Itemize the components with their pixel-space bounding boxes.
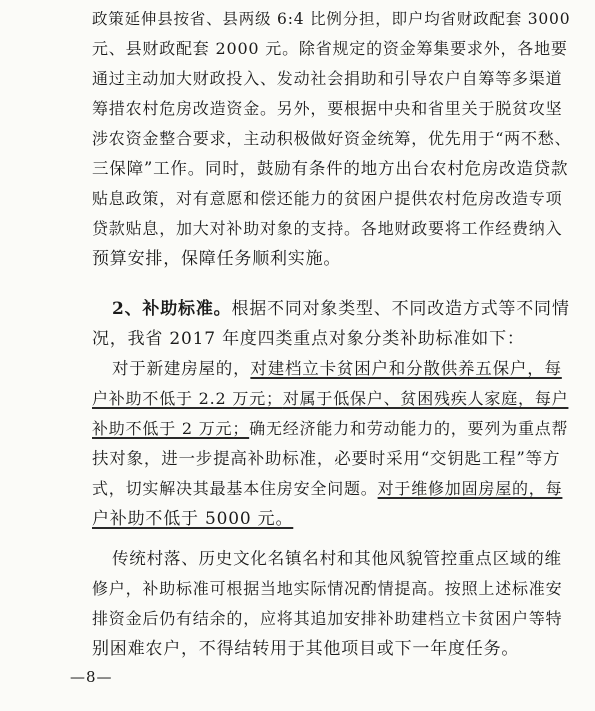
standard-line-6: [92, 508, 572, 530]
new-build-label: 对于新建房屋的，: [112, 359, 251, 378]
standard-line-3: [92, 418, 572, 440]
standard-line-4: 扶对象，进一步提高补助标准，必要时采用“交钥匙工程”等方: [92, 449, 561, 468]
village-line-3: 排资金后仍有结余的，应将其追加安排补助建档立卡贫困户等特: [92, 609, 563, 628]
key-support-note: 确无经济能力和劳动能力的，要列为重点帮: [249, 419, 569, 438]
body-line-4: 筹措农村危房改造资金。另外，要根据中央和省里关于脱贫攻坚: [92, 99, 563, 118]
village-line-4: 别困难农户，不得结转用于其他项目或下一年度任务。: [92, 639, 520, 659]
low-income-households: 对属于低保户、贫困残疾人家庭，每户: [282, 389, 569, 408]
village-line-2: 修户，补助标准可根据当地实际情况酌情提高。按照上述标准安: [92, 579, 563, 598]
body-line-5: 涉农资金整合要求，主动积极做好资金统筹，优先用于“两不愁、: [92, 129, 572, 148]
body-line-9: 预算安排，保障任务顺利实施。: [92, 249, 342, 269]
body-line-3: 通过主动加大财政投入、发动社会捐助和引导农户自筹等多渠道: [92, 69, 563, 88]
body-line-6: 三保障”工作。同时，鼓励有条件的地方出台农村危房改造贷款: [92, 159, 569, 178]
section-2-heading: 2、补助标准。: [112, 299, 232, 319]
repair-label: 对于维修加固房屋的，每: [377, 479, 563, 498]
body-line-7: 贴息政策，对有意愿和偿还能力的贫困户提供农村危房改造专项: [92, 189, 563, 208]
new-build-poor-households: 对建档立卡贫困户和分散供养五保户，每: [250, 359, 562, 378]
body-line-8: 贷款贴息，加大对补助对象的支持。各地财政要将工作经费纳入: [92, 219, 563, 238]
section-2-line-2: 况，我省 2017 年度四类重点对象分类补助标准如下：: [92, 329, 525, 349]
subsidy-22000: 户补助不低于 2.2 万元；: [92, 389, 283, 408]
body-line-2: 元、县财政配套 2000 元。除省规定的资金筹集要求外，各地要: [92, 39, 568, 58]
standard-line-1: [112, 358, 572, 380]
standard-line-2: [92, 388, 572, 410]
subsidy-20000: 补助不低于 2 万元；: [92, 419, 250, 438]
section-2-intro: 根据不同对象类型、不同改造方式等不同情: [231, 299, 570, 319]
village-line-1: 传统村落、历史文化名镇名村和其他风貌管控重点区域的维: [112, 549, 562, 568]
section-2-line-1: [112, 298, 572, 320]
subsidy-5000: 户补助不低于 5000 元。: [92, 509, 294, 529]
body-line-1: 政策延伸县按省、县两级 6:4 比例分担，即户均省财政配套 3000: [92, 10, 571, 28]
page-number: —8—: [70, 668, 113, 686]
standard-line-5: [92, 478, 572, 500]
housing-safety-note: 式，切实解决其最基本住房安全问题。: [92, 479, 378, 498]
